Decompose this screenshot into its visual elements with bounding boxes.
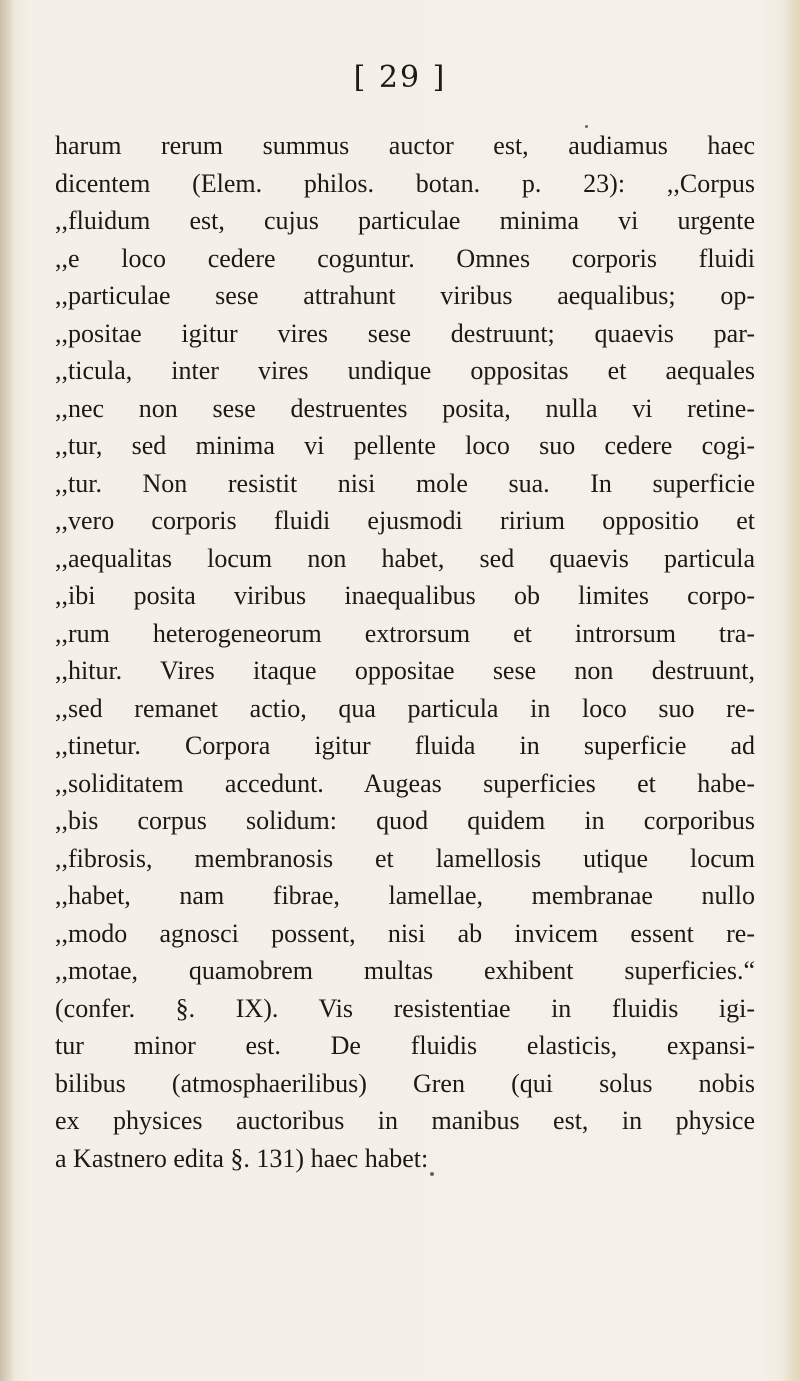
body-text [55, 127, 755, 1177]
text-line: dicentem (Elem. philos. botan. p. 23): ,,Corpus [55, 168, 755, 198]
print-speck [430, 1172, 434, 1176]
text-line: ,,e loco cedere coguntur. Omnes corporis fluidi [55, 243, 755, 273]
text-line: ,,tur, sed minima vi pellente loco suo cedere cogi- [55, 431, 755, 460]
text-line: ,,ticula, inter vires undique oppositas et aequales [55, 356, 755, 385]
text-line: ,,modo agnosci possent, nisi ab invicem essent re- [55, 918, 755, 948]
text-line: ,,vero corporis fluidi ejusmodi ririum oppositio et [55, 506, 755, 535]
text-line: ,,soliditatem accedunt. Augeas superficies et habe- [55, 768, 755, 798]
text-line: ,,sed remanet actio, qua particula in loco suo re- [55, 693, 755, 723]
text-line: ,,hitur. Vires itaque oppositae sese non destruunt, [55, 656, 755, 685]
text-line: ,,ibi posita viribus inaequalibus ob limites corpo- [55, 581, 755, 610]
page-left-edge [0, 0, 14, 1381]
text-line: (confer. §. IX). Vis resistentiae in fluidis igi- [55, 993, 755, 1023]
text-line: tur minor est. De fluidis elasticis, expansi- [55, 1031, 755, 1060]
text-line: ,,rum heterogeneorum extrorsum et introrsum tra- [55, 618, 755, 648]
text-line: ex physices auctoribus in manibus est, in physice [55, 1106, 755, 1135]
text-line: ,,positae igitur vires sese destruunt; quaevis par- [55, 318, 755, 348]
text-line: a Kastnero edita §. 131) haec habet: [55, 1143, 429, 1173]
text-line: ,,habet, nam fibrae, lamellae, membranae nullo [55, 881, 755, 910]
text-line: ,,tinetur. Corpora igitur fluida in superficie ad [55, 731, 755, 760]
text-line: ,,nec non sese destruentes posita, nulla vi retine- [55, 393, 755, 423]
text-line: ,,fluidum est, cujus particulae minima vi urgente [55, 206, 755, 235]
text-line: ,,particulae sese attrahunt viribus aequalibus; op- [55, 281, 755, 310]
text-line: ,,fibrosis, membranosis et lamellosis utique locum [55, 843, 755, 873]
text-line: ,,tur. Non resistit nisi mole sua. In superficie [55, 468, 755, 498]
text-line: ,,motae, quamobrem multas exhibent superficies.“ [55, 956, 755, 985]
page-number-header: [ 29 ] [353, 60, 447, 95]
page-right-edge [782, 0, 800, 1381]
text-line: ,,bis corpus solidum: quod quidem in corporibus [55, 806, 755, 835]
text-line: ,,aequalitas locum non habet, sed quaevis particula [55, 543, 755, 573]
text-line: harum rerum summus auctor est, audiamus haec [55, 131, 755, 160]
text-line: bilibus (atmosphaerilibus) Gren (qui solus nobis [55, 1068, 755, 1098]
